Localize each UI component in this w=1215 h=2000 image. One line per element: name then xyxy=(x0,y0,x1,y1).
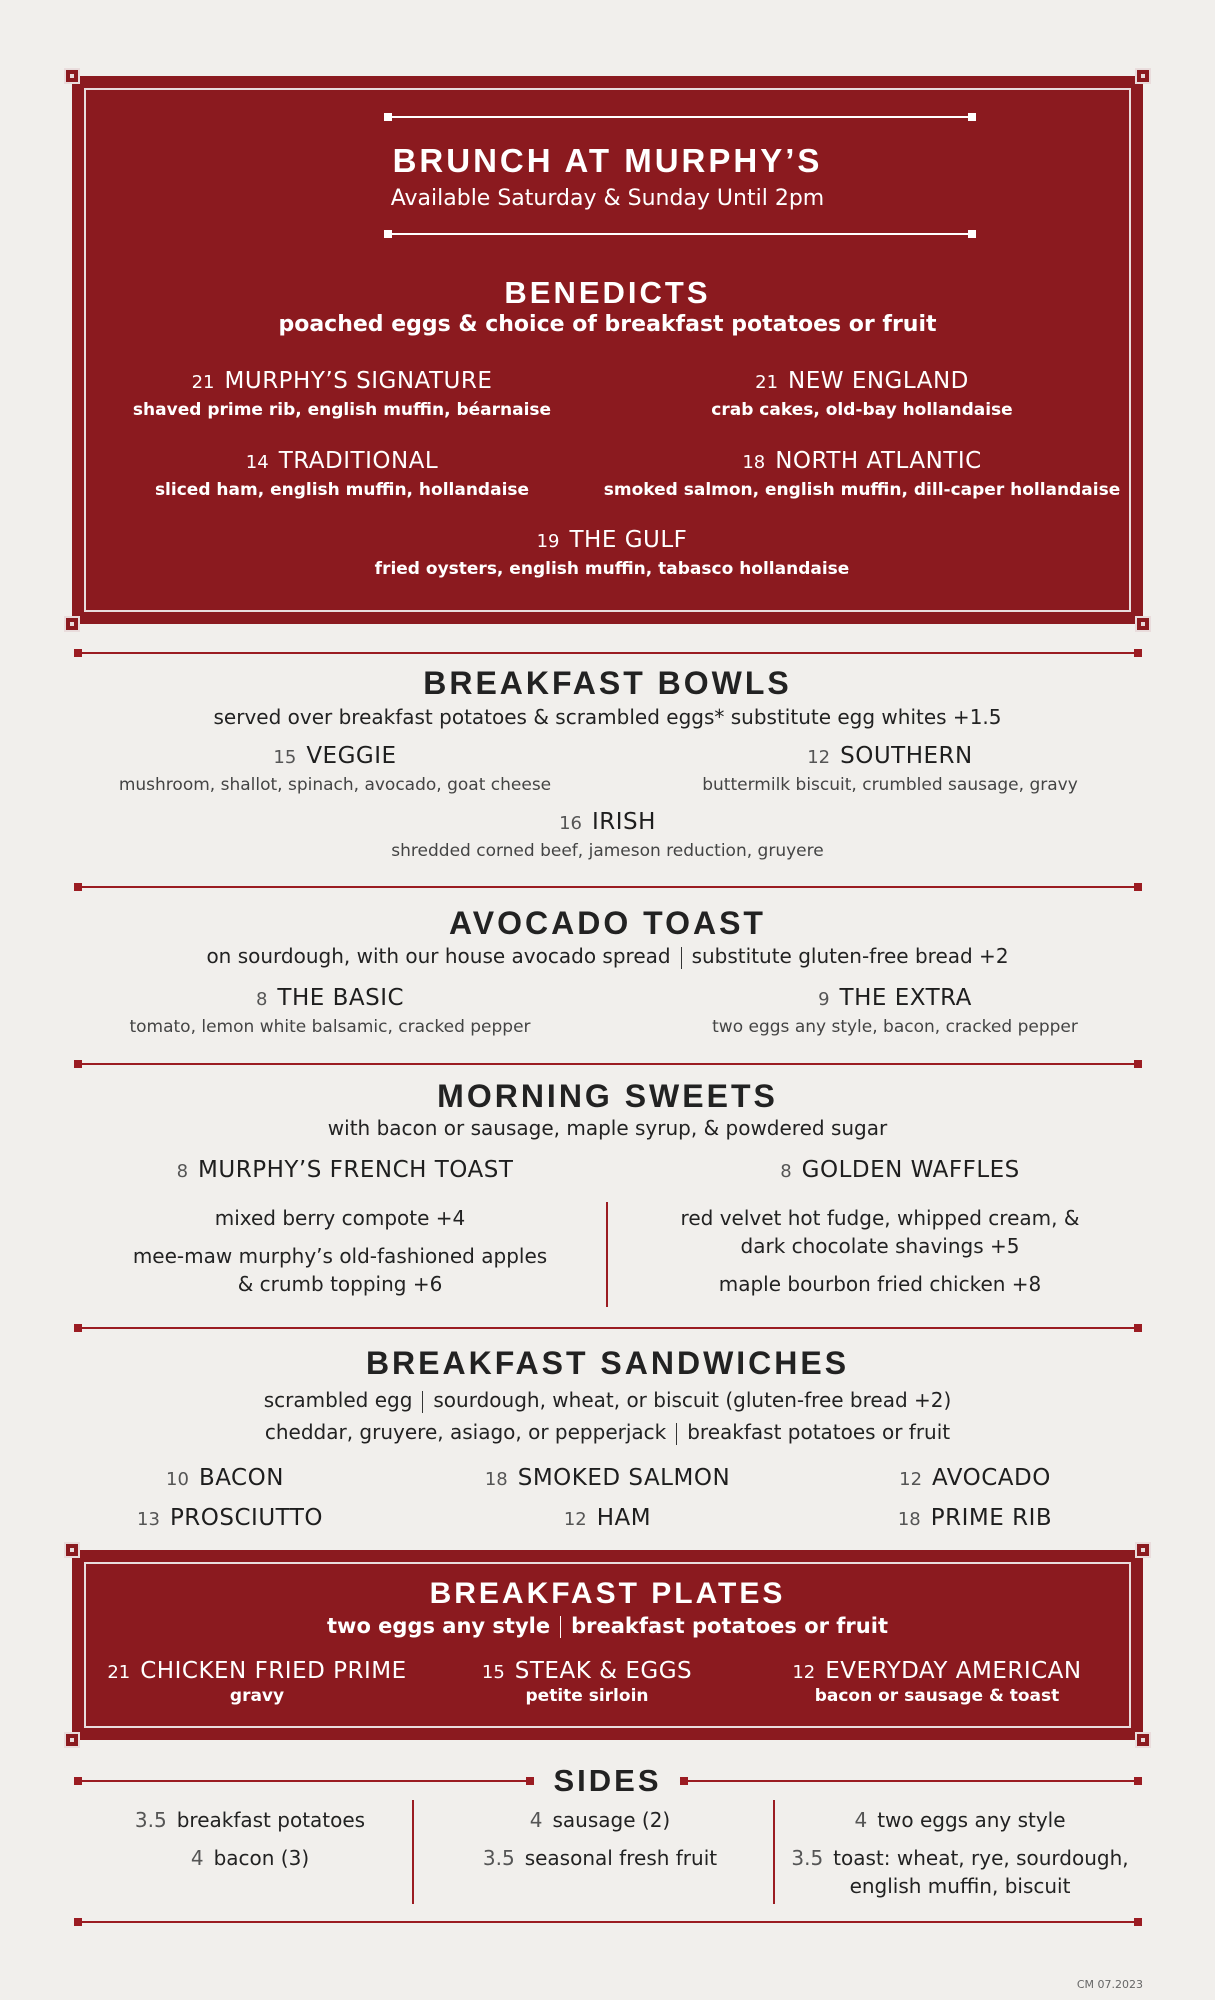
item-price: 15 xyxy=(481,1662,505,1683)
benedict-item xyxy=(132,448,552,500)
item-price: 21 xyxy=(107,1662,131,1683)
item-name: seasonal fresh fruit xyxy=(524,1846,718,1870)
plates-title: BREAKFAST PLATES xyxy=(429,1577,786,1610)
item-desc: mushroom, shallot, spinach, avocado, goat cheese xyxy=(118,775,552,795)
separator xyxy=(422,1391,423,1413)
waffles-heading xyxy=(690,1157,1110,1183)
item-name: MURPHY’S SIGNATURE xyxy=(224,368,493,394)
side-item xyxy=(790,1844,1130,1900)
item-desc: bacon or sausage & toast xyxy=(814,1686,1060,1706)
item-name: VEGGIE xyxy=(306,743,397,769)
item-name: IRISH xyxy=(591,809,656,835)
sides-title: SIDES xyxy=(553,1763,662,1798)
item-desc: shaved prime rib, english muffin, béarnaise xyxy=(132,400,552,420)
item-name: bacon (3) xyxy=(213,1846,310,1870)
plate-item xyxy=(752,1658,1122,1706)
item-name-cont: english muffin, biscuit xyxy=(849,1874,1071,1898)
corner-ornament xyxy=(1135,1542,1151,1558)
corner-ornament xyxy=(64,1732,80,1748)
french-toast-heading xyxy=(120,1157,570,1183)
separator xyxy=(560,1616,561,1638)
item-price: 4 xyxy=(854,1808,868,1832)
item-name: MURPHY’S FRENCH TOAST xyxy=(198,1157,514,1183)
corner-ornament xyxy=(64,616,80,632)
waffle-option: maple bourbon fried chicken +8 xyxy=(718,1272,1042,1296)
sandwich-item xyxy=(105,1505,355,1531)
item-name: EVERYDAY AMERICAN xyxy=(825,1658,1082,1684)
item-name: THE GULF xyxy=(569,527,688,553)
item-desc: petite sirloin xyxy=(525,1686,649,1706)
brunch-title: BRUNCH AT MURPHY’S xyxy=(392,142,823,179)
separator xyxy=(681,947,682,969)
item-price: 3.5 xyxy=(482,1846,515,1870)
sandwich-detail: scrambled egg xyxy=(263,1388,413,1412)
item-price: 12 xyxy=(563,1509,587,1530)
sandwich-item xyxy=(120,1465,330,1491)
side-item xyxy=(440,1806,760,1834)
item-price: 4 xyxy=(529,1808,543,1832)
option-line: red velvet hot fudge, whipped cream, & xyxy=(680,1206,1080,1230)
item-name: sausage (2) xyxy=(552,1808,671,1832)
side-item xyxy=(790,1806,1130,1834)
item-price: 18 xyxy=(897,1509,921,1530)
item-price: 19 xyxy=(536,531,560,552)
item-name: CHICKEN FRIED PRIME xyxy=(140,1658,407,1684)
item-name: toast: wheat, rye, sourdough, xyxy=(833,1846,1129,1870)
section-divider xyxy=(76,1921,1140,1923)
item-name: STEAK & EGGS xyxy=(514,1658,693,1684)
column-divider xyxy=(773,1800,775,1904)
corner-ornament xyxy=(1135,616,1151,632)
item-name: breakfast potatoes xyxy=(176,1808,366,1832)
plates-panel xyxy=(72,1550,1143,1740)
item-price: 9 xyxy=(818,989,830,1010)
sweets-subtitle: with bacon or sausage, maple syrup, & powdered sugar xyxy=(327,1116,888,1140)
item-price: 14 xyxy=(245,452,269,473)
option-line: dark chocolate shavings +5 xyxy=(740,1234,1020,1258)
item-desc: crab cakes, old-bay hollandaise xyxy=(711,400,1013,420)
item-price: 12 xyxy=(807,747,831,768)
section-divider xyxy=(76,886,1140,888)
section-divider xyxy=(76,652,1140,654)
item-name: THE EXTRA xyxy=(839,985,972,1011)
separator xyxy=(676,1423,677,1445)
item-name: BACON xyxy=(198,1465,284,1491)
item-price: 10 xyxy=(166,1469,189,1490)
item-desc: gravy xyxy=(229,1686,285,1706)
item-name: THE BASIC xyxy=(277,985,405,1011)
column-divider xyxy=(412,1800,414,1904)
item-name: SMOKED SALMON xyxy=(517,1465,731,1491)
avocado-subtitle-a: on sourdough, with our house avocado spread xyxy=(206,944,671,968)
item-price: 13 xyxy=(137,1509,160,1530)
version-code: CM 07.2023 xyxy=(1076,1978,1143,1991)
item-price: 3.5 xyxy=(134,1808,167,1832)
corner-ornament xyxy=(1135,1732,1151,1748)
side-item xyxy=(90,1844,410,1872)
bowl-item xyxy=(660,743,1120,795)
plates-subtitle-b: breakfast potatoes or fruit xyxy=(571,1614,888,1638)
plate-item xyxy=(462,1658,712,1706)
item-name: GOLDEN WAFFLES xyxy=(801,1157,1020,1183)
title-bar-bottom xyxy=(390,233,970,235)
french-toast-option: mixed berry compote +4 xyxy=(214,1206,466,1230)
item-desc: two eggs any style, bacon, cracked pepper xyxy=(712,1017,1078,1037)
benedict-item xyxy=(652,368,1072,420)
benedict-item xyxy=(332,527,892,579)
benedict-item xyxy=(602,448,1122,500)
item-price: 18 xyxy=(742,452,766,473)
benedicts-panel xyxy=(72,76,1143,624)
bowls-subtitle: served over breakfast potatoes & scrambled eggs* substitute egg whites +1.5 xyxy=(213,705,1002,729)
section-divider xyxy=(76,1327,1140,1329)
item-name: PROSCIUTTO xyxy=(169,1505,323,1531)
benedict-item xyxy=(132,368,552,420)
item-price: 15 xyxy=(273,747,297,768)
item-name: NEW ENGLAND xyxy=(788,368,969,394)
sandwiches-line1 xyxy=(0,1388,1215,1413)
side-item xyxy=(440,1844,760,1872)
item-desc: fried oysters, english muffin, tabasco hollandaise xyxy=(374,559,850,579)
sandwich-item xyxy=(860,1465,1090,1491)
item-name: two eggs any style xyxy=(877,1808,1066,1832)
item-desc: shredded corned beef, jameson reduction, gruyere xyxy=(391,841,824,861)
benedicts-title: BENEDICTS xyxy=(504,275,711,310)
item-name: HAM xyxy=(596,1505,652,1531)
item-price: 8 xyxy=(255,989,268,1010)
option-line: mee-maw murphy’s old-fashioned apples xyxy=(132,1244,548,1268)
item-price: 8 xyxy=(780,1161,792,1182)
item-name: NORTH ATLANTIC xyxy=(775,448,982,474)
avocado-title: AVOCADO TOAST xyxy=(449,905,766,941)
benedicts-subtitle: poached eggs & choice of breakfast potatoes or fruit xyxy=(278,312,937,337)
item-desc: sliced ham, english muffin, hollandaise xyxy=(154,480,530,500)
avocado-subtitle-b: substitute gluten-free bread +2 xyxy=(691,944,1009,968)
plate-item xyxy=(92,1658,422,1706)
corner-ornament xyxy=(64,1542,80,1558)
avocado-subtitle xyxy=(0,944,1215,969)
plates-subtitle-a: two eggs any style xyxy=(327,1614,551,1638)
bowl-item xyxy=(100,743,570,795)
title-bar-top xyxy=(390,116,970,118)
french-toast-option xyxy=(110,1242,570,1298)
side-item xyxy=(90,1806,410,1834)
avocado-item xyxy=(680,985,1110,1037)
item-desc: buttermilk biscuit, crumbled sausage, gravy xyxy=(702,775,1078,795)
item-name: TRADITIONAL xyxy=(278,448,439,474)
sandwich-item xyxy=(440,1465,775,1491)
item-desc: smoked salmon, english muffin, dill-caper hollandaise xyxy=(603,480,1121,500)
item-price: 18 xyxy=(484,1469,508,1490)
item-price: 21 xyxy=(191,372,215,393)
waffle-option xyxy=(650,1204,1110,1260)
avocado-item xyxy=(110,985,550,1037)
item-desc: tomato, lemon white balsamic, cracked pepper xyxy=(129,1017,531,1037)
item-name: AVOCADO xyxy=(932,1465,1051,1491)
corner-ornament xyxy=(1135,68,1151,84)
item-price: 12 xyxy=(899,1469,923,1490)
item-price: 12 xyxy=(792,1662,816,1683)
item-price: 21 xyxy=(755,372,779,393)
sandwiches-title: BREAKFAST SANDWICHES xyxy=(365,1345,850,1381)
option-line: & crumb topping +6 xyxy=(237,1272,443,1296)
corner-ornament xyxy=(64,68,80,84)
column-divider xyxy=(606,1202,608,1307)
bowls-title: BREAKFAST BOWLS xyxy=(423,665,792,701)
item-price: 3.5 xyxy=(791,1846,824,1870)
sweets-title: MORNING SWEETS xyxy=(437,1078,778,1114)
item-price: 4 xyxy=(190,1846,204,1870)
item-price: 16 xyxy=(559,813,582,834)
sandwiches-line2 xyxy=(0,1420,1215,1445)
sandwich-detail: sourdough, wheat, or biscuit (gluten-free bread +2) xyxy=(433,1388,952,1412)
item-price: 8 xyxy=(176,1161,189,1182)
sandwich-item xyxy=(520,1505,695,1531)
item-name: SOUTHERN xyxy=(840,743,973,769)
section-divider xyxy=(76,1063,1140,1065)
sandwich-detail: cheddar, gruyere, asiago, or pepperjack xyxy=(264,1420,667,1444)
sandwich-item xyxy=(860,1505,1090,1531)
bowl-item xyxy=(350,809,865,861)
item-name: PRIME RIB xyxy=(930,1505,1053,1531)
brunch-subtitle: Available Saturday & Sunday Until 2pm xyxy=(390,186,825,211)
sandwich-detail: breakfast potatoes or fruit xyxy=(687,1420,951,1444)
plates-subtitle xyxy=(72,1614,1143,1638)
